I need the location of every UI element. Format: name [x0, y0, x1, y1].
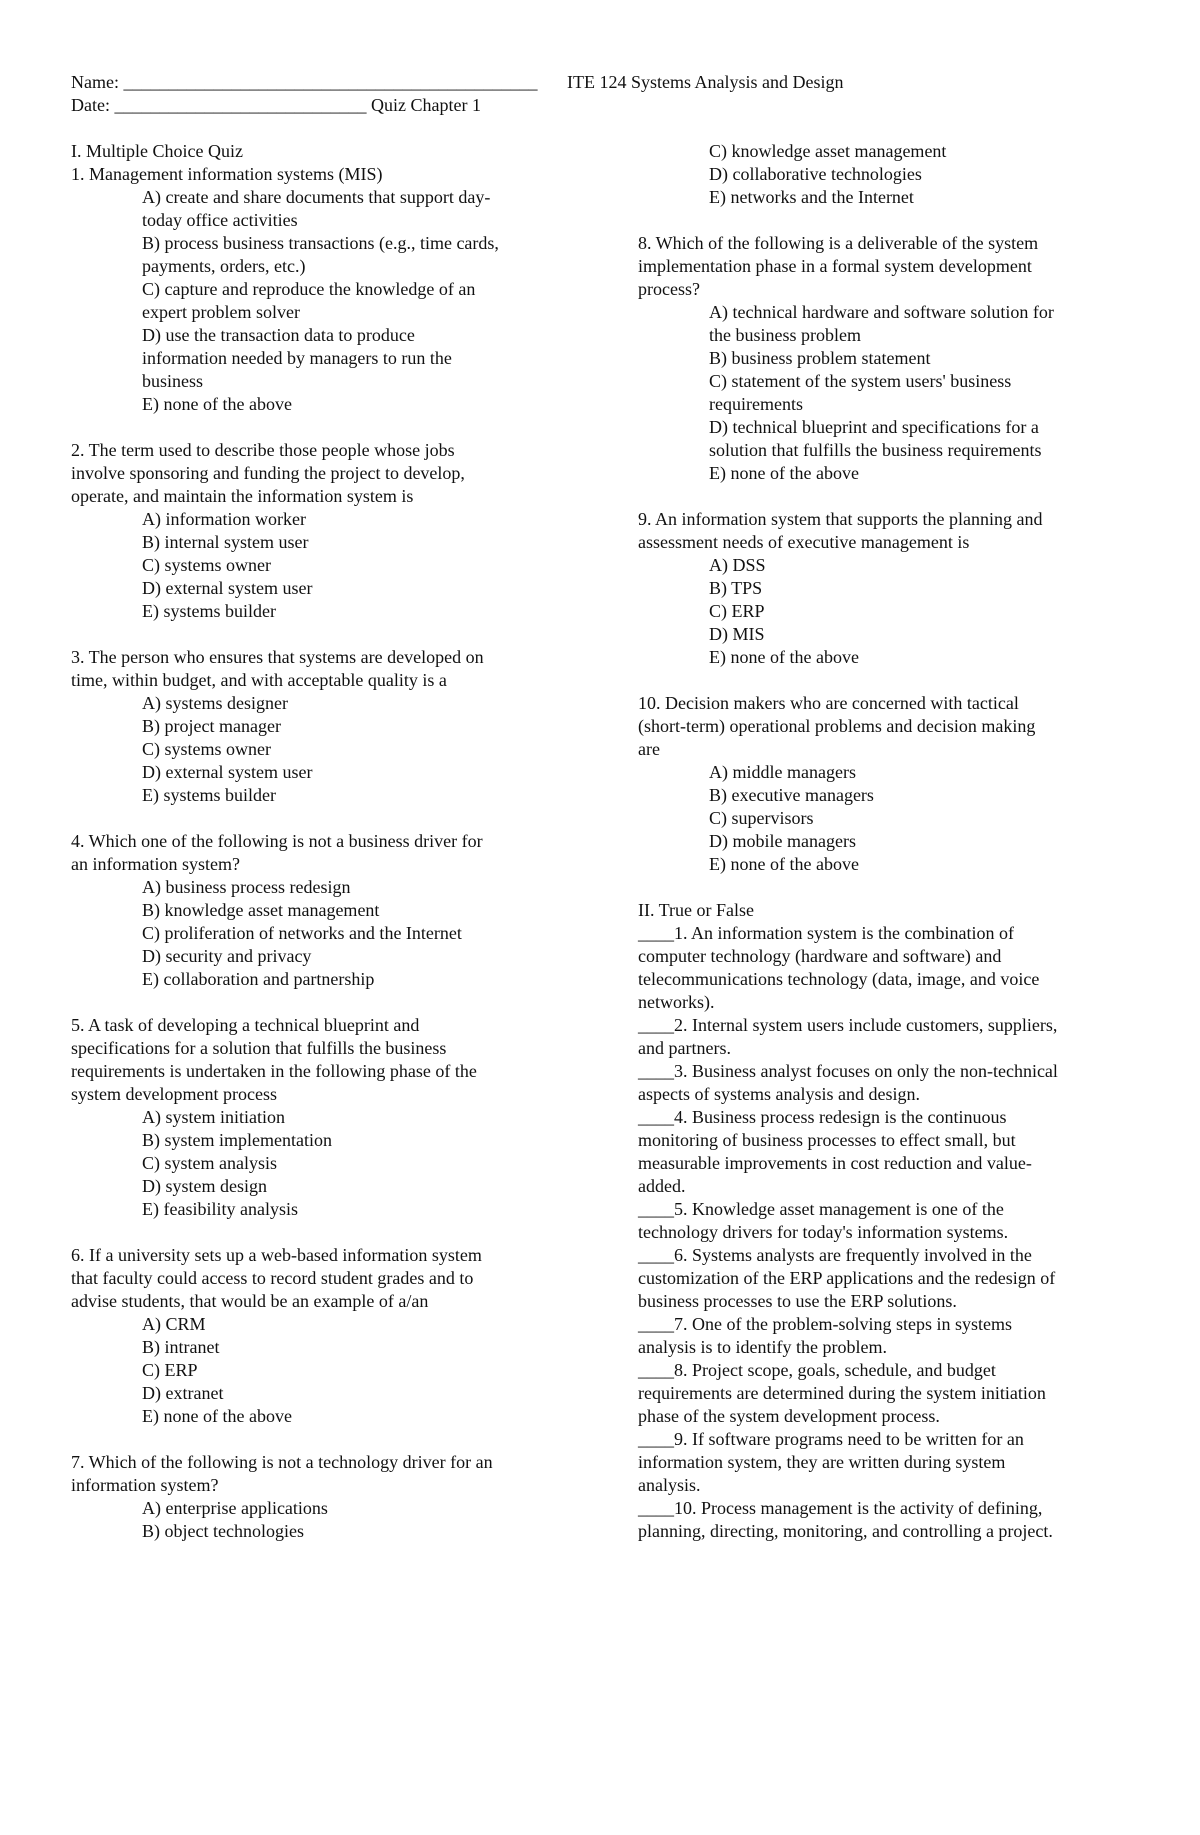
question-6-option: B) intranet: [142, 1337, 220, 1357]
question-7-option: B) object technologies: [142, 1521, 304, 1541]
question-5-stem-line: 5. A task of developing a technical blueprint and: [71, 1015, 420, 1035]
question-8: [638, 232, 1138, 485]
question-3-option: C) systems owner: [142, 739, 271, 759]
question-4-option: D) security and privacy: [142, 946, 312, 966]
name-line: Name: ______________________________________________: [71, 72, 538, 92]
true-false-line: ____8. Project scope, goals, schedule, and budget: [638, 1360, 996, 1380]
true-false-line: computer technology (hardware and software) and: [638, 946, 1002, 966]
true-false-line: aspects of systems analysis and design.: [638, 1084, 920, 1104]
question-4-option: B) knowledge asset management: [142, 900, 380, 920]
true-false-line: information system, they are written during system: [638, 1452, 1006, 1472]
question-7-continued: [638, 140, 1138, 209]
question-10-stem-line: 10. Decision makers who are concerned with tactical: [638, 693, 1019, 713]
question-10-stem-line: are: [638, 739, 660, 759]
question-2-option: E) systems builder: [142, 601, 276, 621]
question-9-option: D) MIS: [709, 624, 765, 644]
question-10-option: D) mobile managers: [709, 831, 856, 851]
true-false-line: ____2. Internal system users include customers, suppliers,: [638, 1015, 1058, 1035]
question-1-option: today office activities: [142, 210, 298, 230]
question-8-option: the business problem: [709, 325, 861, 345]
question-5-stem-line: requirements is undertaken in the following phase of the: [71, 1061, 477, 1081]
question-10: [638, 692, 1138, 876]
question-3-stem-line: 3. The person who ensures that systems are developed on: [71, 647, 484, 667]
true-false-line: monitoring of business processes to effect small, but: [638, 1130, 1016, 1150]
question-6-stem-line: that faculty could access to record student grades and to: [71, 1268, 474, 1288]
question-5: [71, 1014, 561, 1221]
question-5-stem-line: system development process: [71, 1084, 277, 1104]
question-5-stem-line: specifications for a solution that fulfills the business: [71, 1038, 447, 1058]
question-8-option: A) technical hardware and software solution for: [709, 302, 1054, 322]
question-10-option: B) executive managers: [709, 785, 874, 805]
question-3-option: D) external system user: [142, 762, 313, 782]
true-false-line: ____9. If software programs need to be written for an: [638, 1429, 1024, 1449]
question-6-option: A) CRM: [142, 1314, 206, 1334]
question-6-stem-line: 6. If a university sets up a web-based information system: [71, 1245, 482, 1265]
section-1-title: I. Multiple Choice Quiz: [71, 141, 243, 161]
question-10-stem-line: (short-term) operational problems and decision making: [638, 716, 1036, 736]
question-1-option: payments, orders, etc.): [142, 256, 306, 276]
true-false-line: networks).: [638, 992, 715, 1012]
true-false-line: analysis is to identify the problem.: [638, 1337, 887, 1357]
true-false-line: requirements are determined during the system initiation: [638, 1383, 1046, 1403]
true-false-line: ____6. Systems analysts are frequently involved in the: [638, 1245, 1032, 1265]
question-1-option: E) none of the above: [142, 394, 292, 414]
question-9-stem-line: assessment needs of executive management is: [638, 532, 970, 552]
question-4-option: C) proliferation of networks and the Internet: [142, 923, 462, 943]
question-1-option: A) create and share documents that support day-: [142, 187, 491, 207]
question-4-stem-line: 4. Which one of the following is not a business driver for: [71, 831, 483, 851]
question-8-option: solution that fulfills the business requirements: [709, 440, 1042, 460]
question-2-stem-line: involve sponsoring and funding the project to develop,: [71, 463, 465, 483]
question-9: [638, 508, 1138, 669]
question-8-option: D) technical blueprint and specifications for a: [709, 417, 1039, 437]
question-2-option: A) information worker: [142, 509, 306, 529]
question-2-option: B) internal system user: [142, 532, 309, 552]
true-false-line: measurable improvements in cost reduction and value-: [638, 1153, 1032, 1173]
true-false-line: ____4. Business process redesign is the continuous: [638, 1107, 1007, 1127]
question-6-stem-line: advise students, that would be an example of a/an: [71, 1291, 429, 1311]
question-7-option: C) knowledge asset management: [709, 141, 947, 161]
question-6-option: C) ERP: [142, 1360, 198, 1380]
true-false-line: analysis.: [638, 1475, 701, 1495]
question-1-option: B) process business transactions (e.g., time cards,: [142, 233, 499, 253]
header-fields: [71, 71, 591, 117]
true-false-line: phase of the system development process.: [638, 1406, 940, 1426]
question-6-option: D) extranet: [142, 1383, 224, 1403]
true-false-line: customization of the ERP applications and the redesign of: [638, 1268, 1056, 1288]
question-9-option: B) TPS: [709, 578, 763, 598]
question-8-stem-line: 8. Which of the following is a deliverable of the system: [638, 233, 1039, 253]
question-5-option: C) system analysis: [142, 1153, 277, 1173]
question-8-stem-line: implementation phase in a formal system development: [638, 256, 1032, 276]
question-3: [71, 646, 561, 807]
question-2: [71, 439, 561, 623]
question-4-stem-line: an information system?: [71, 854, 240, 874]
question-7-option: E) networks and the Internet: [709, 187, 914, 207]
right-column: [638, 140, 1138, 1543]
question-5-option: D) system design: [142, 1176, 267, 1196]
question-2-stem-line: operate, and maintain the information system is: [71, 486, 414, 506]
question-3-stem-line: time, within budget, and with acceptable quality is a: [71, 670, 447, 690]
true-false-line: planning, directing, monitoring, and controlling a project.: [638, 1521, 1053, 1541]
question-8-option: C) statement of the system users' business: [709, 371, 1012, 391]
question-2-option: C) systems owner: [142, 555, 271, 575]
question-3-option: A) systems designer: [142, 693, 288, 713]
course-title: ITE 124 Systems Analysis and Design: [567, 72, 844, 92]
question-1-option: D) use the transaction data to produce: [142, 325, 415, 345]
question-4-option: E) collaboration and partnership: [142, 969, 375, 989]
date-line: Date: ____________________________ Quiz Chapter 1: [71, 95, 481, 115]
question-7-stem-line: 7. Which of the following is not a technology driver for an: [71, 1452, 493, 1472]
question-1-option: expert problem solver: [142, 302, 300, 322]
question-1-option: C) capture and reproduce the knowledge of an: [142, 279, 476, 299]
question-5-option: B) system implementation: [142, 1130, 332, 1150]
question-3-option: B) project manager: [142, 716, 281, 736]
question-7-option: D) collaborative technologies: [709, 164, 922, 184]
true-false-line: ____5. Knowledge asset management is one of the: [638, 1199, 1004, 1219]
question-6: [71, 1244, 561, 1428]
question-9-option: A) DSS: [709, 555, 766, 575]
true-false-line: ____7. One of the problem-solving steps in systems: [638, 1314, 1012, 1334]
question-7: [71, 1451, 561, 1543]
question-1-stem-line: 1. Management information systems (MIS): [71, 164, 383, 184]
question-9-option: C) ERP: [709, 601, 765, 621]
question-5-option: A) system initiation: [142, 1107, 285, 1127]
true-false-line: ____3. Business analyst focuses on only the non-technical: [638, 1061, 1058, 1081]
true-false-line: ____10. Process management is the activity of defining,: [638, 1498, 1043, 1518]
question-8-option: requirements: [709, 394, 803, 414]
question-1-option: business: [142, 371, 204, 391]
question-6-option: E) none of the above: [142, 1406, 292, 1426]
true-false-line: added.: [638, 1176, 686, 1196]
question-10-option: C) supervisors: [709, 808, 814, 828]
left-column: [71, 140, 561, 1543]
true-false-line: ____1. An information system is the combination of: [638, 923, 1014, 943]
question-1: [71, 163, 561, 416]
true-false-line: technology drivers for today's information systems.: [638, 1222, 1009, 1242]
question-3-option: E) systems builder: [142, 785, 276, 805]
question-7-stem-line: information system?: [71, 1475, 219, 1495]
question-5-option: E) feasibility analysis: [142, 1199, 298, 1219]
true-false-line: telecommunications technology (data, image, and voice: [638, 969, 1040, 989]
question-2-option: D) external system user: [142, 578, 313, 598]
question-8-option: B) business problem statement: [709, 348, 931, 368]
true-false-line: and partners.: [638, 1038, 731, 1058]
question-8-stem-line: process?: [638, 279, 700, 299]
section-2-title: II. True or False: [638, 900, 754, 920]
question-1-option: information needed by managers to run the: [142, 348, 452, 368]
question-7-option: A) enterprise applications: [142, 1498, 328, 1518]
question-2-stem-line: 2. The term used to describe those people whose jobs: [71, 440, 455, 460]
question-8-option: E) none of the above: [709, 463, 859, 483]
question-10-option: A) middle managers: [709, 762, 856, 782]
question-9-stem-line: 9. An information system that supports the planning and: [638, 509, 1043, 529]
question-4-option: A) business process redesign: [142, 877, 351, 897]
question-4: [71, 830, 561, 991]
question-10-option: E) none of the above: [709, 854, 859, 874]
true-false-line: business processes to use the ERP solutions.: [638, 1291, 957, 1311]
question-9-option: E) none of the above: [709, 647, 859, 667]
